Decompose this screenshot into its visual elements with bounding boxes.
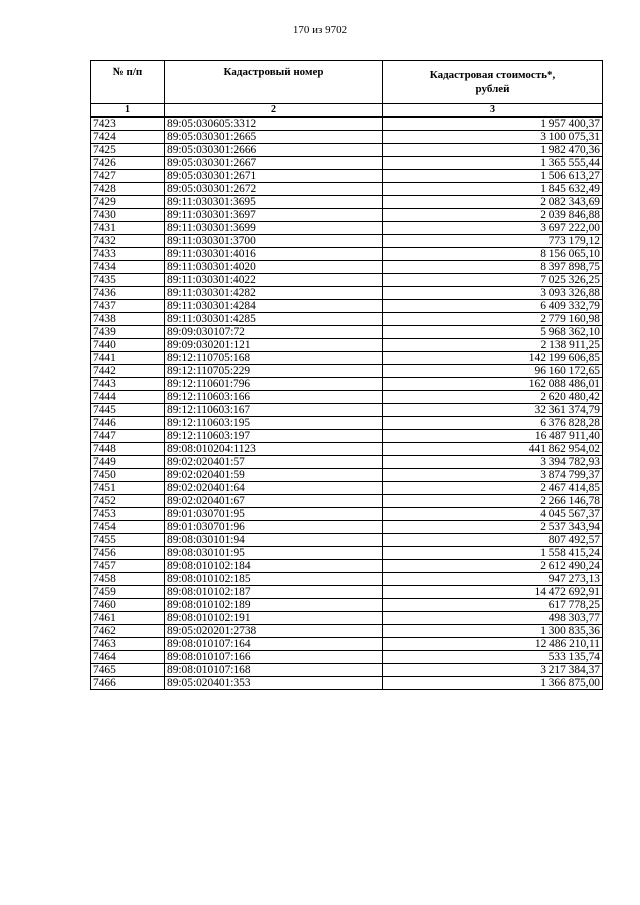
cadastral-value: 4 045 567,37	[383, 508, 603, 521]
cadastral-number: 89:05:030301:2665	[165, 131, 383, 144]
cadastral-number: 89:08:010102:191	[165, 612, 383, 625]
row-number: 7434	[91, 261, 165, 274]
row-number: 7447	[91, 430, 165, 443]
cadastral-value: 14 472 692,91	[383, 586, 603, 599]
table-row	[91, 430, 603, 443]
row-number: 7453	[91, 508, 165, 521]
row-number: 7426	[91, 157, 165, 170]
column-header-number: № п/п	[91, 61, 165, 104]
cadastral-value: 1 845 632,49	[383, 183, 603, 196]
row-number: 7463	[91, 638, 165, 651]
column-index: 1	[91, 104, 165, 118]
cadastral-value: 12 486 210,11	[383, 638, 603, 651]
table-row	[91, 638, 603, 651]
cadastral-value: 142 199 606,85	[383, 352, 603, 365]
table-header-row	[91, 61, 603, 104]
cadastral-value: 2 039 846,88	[383, 209, 603, 222]
row-number: 7452	[91, 495, 165, 508]
row-number: 7441	[91, 352, 165, 365]
cadastral-number: 89:02:020401:57	[165, 456, 383, 469]
cadastral-number: 89:05:030301:2672	[165, 183, 383, 196]
cadastral-value: 1 366 875,00	[383, 677, 603, 690]
table-row	[91, 586, 603, 599]
row-number: 7460	[91, 599, 165, 612]
table-row	[91, 235, 603, 248]
row-number: 7428	[91, 183, 165, 196]
row-number: 7443	[91, 378, 165, 391]
cadastral-value-table	[90, 60, 603, 690]
cadastral-value: 2 779 160,98	[383, 313, 603, 326]
cadastral-number: 89:08:010107:166	[165, 651, 383, 664]
cadastral-value: 2 620 480,42	[383, 391, 603, 404]
cadastral-number: 89:02:020401:67	[165, 495, 383, 508]
cadastral-value: 773 179,12	[383, 235, 603, 248]
cadastral-value: 3 093 326,88	[383, 287, 603, 300]
row-number: 7462	[91, 625, 165, 638]
row-number: 7444	[91, 391, 165, 404]
row-number: 7437	[91, 300, 165, 313]
cadastral-number: 89:08:010102:189	[165, 599, 383, 612]
row-number: 7446	[91, 417, 165, 430]
cadastral-value: 5 968 362,10	[383, 326, 603, 339]
cadastral-value: 8 397 898,75	[383, 261, 603, 274]
cadastral-value: 3 100 075,31	[383, 131, 603, 144]
cadastral-number: 89:08:010204:1123	[165, 443, 383, 456]
cadastral-value: 3 394 782,93	[383, 456, 603, 469]
cadastral-value: 16 487 911,40	[383, 430, 603, 443]
cadastral-number: 89:11:030301:4284	[165, 300, 383, 313]
row-number: 7435	[91, 274, 165, 287]
cadastral-number: 89:11:030301:3695	[165, 196, 383, 209]
cadastral-value: 3 874 799,37	[383, 469, 603, 482]
table-row	[91, 352, 603, 365]
cadastral-number: 89:08:010102:187	[165, 586, 383, 599]
table-row	[91, 117, 603, 131]
cadastral-number: 89:12:110603:166	[165, 391, 383, 404]
cadastral-value: 1 300 835,36	[383, 625, 603, 638]
cadastral-number: 89:05:030605:3312	[165, 117, 383, 131]
table-row	[91, 625, 603, 638]
table-row	[91, 534, 603, 547]
table-row	[91, 547, 603, 560]
cadastral-value: 3 217 384,37	[383, 664, 603, 677]
row-number: 7431	[91, 222, 165, 235]
row-number: 7456	[91, 547, 165, 560]
row-number: 7438	[91, 313, 165, 326]
cadastral-value: 7 025 326,25	[383, 274, 603, 287]
row-number: 7433	[91, 248, 165, 261]
column-header-value-line1: Кадастровая стоимость*,	[429, 69, 556, 81]
cadastral-value: 96 160 172,65	[383, 365, 603, 378]
cadastral-number: 89:08:010107:164	[165, 638, 383, 651]
table-row	[91, 222, 603, 235]
table-row	[91, 391, 603, 404]
table-row	[91, 521, 603, 534]
cadastral-number: 89:12:110603:195	[165, 417, 383, 430]
table-row	[91, 469, 603, 482]
row-number: 7425	[91, 144, 165, 157]
page-number: 170 из 9702	[292, 24, 348, 36]
row-number: 7466	[91, 677, 165, 690]
row-number: 7454	[91, 521, 165, 534]
cadastral-number: 89:12:110601:796	[165, 378, 383, 391]
cadastral-number: 89:11:030301:4016	[165, 248, 383, 261]
table-row	[91, 326, 603, 339]
cadastral-value: 2 467 414,85	[383, 482, 603, 495]
row-number: 7424	[91, 131, 165, 144]
cadastral-value: 533 135,74	[383, 651, 603, 664]
table-row	[91, 131, 603, 144]
cadastral-number: 89:05:030301:2671	[165, 170, 383, 183]
cadastral-value: 617 778,25	[383, 599, 603, 612]
cadastral-number: 89:05:020401:353	[165, 677, 383, 690]
row-number: 7436	[91, 287, 165, 300]
table-row	[91, 378, 603, 391]
row-number: 7430	[91, 209, 165, 222]
row-number: 7451	[91, 482, 165, 495]
cadastral-number: 89:08:010107:168	[165, 664, 383, 677]
cadastral-number: 89:08:010102:184	[165, 560, 383, 573]
table-row	[91, 417, 603, 430]
table-row	[91, 573, 603, 586]
table-row	[91, 209, 603, 222]
cadastral-number: 89:08:030101:94	[165, 534, 383, 547]
cadastral-number: 89:02:020401:64	[165, 482, 383, 495]
cadastral-value: 2 612 490,24	[383, 560, 603, 573]
cadastral-number: 89:11:030301:4020	[165, 261, 383, 274]
table-row	[91, 612, 603, 625]
cadastral-number: 89:12:110705:229	[165, 365, 383, 378]
cadastral-number: 89:11:030301:4282	[165, 287, 383, 300]
table-row	[91, 495, 603, 508]
row-number: 7429	[91, 196, 165, 209]
column-header-cadastral-number: Кадастровый номер	[165, 61, 383, 104]
table-row	[91, 599, 603, 612]
cadastral-number: 89:01:030701:95	[165, 508, 383, 521]
cadastral-number: 89:08:010102:185	[165, 573, 383, 586]
cadastral-value: 2 537 343,94	[383, 521, 603, 534]
column-header-value-line2: рублей	[475, 83, 510, 95]
row-number: 7455	[91, 534, 165, 547]
row-number: 7457	[91, 560, 165, 573]
cadastral-value: 947 273,13	[383, 573, 603, 586]
row-number: 7458	[91, 573, 165, 586]
row-number: 7439	[91, 326, 165, 339]
cadastral-value: 8 156 065,10	[383, 248, 603, 261]
table-row	[91, 287, 603, 300]
table-row	[91, 170, 603, 183]
cadastral-number: 89:02:020401:59	[165, 469, 383, 482]
column-index: 2	[165, 104, 383, 118]
table-row	[91, 300, 603, 313]
cadastral-value: 6 409 332,79	[383, 300, 603, 313]
table-row	[91, 482, 603, 495]
row-number: 7449	[91, 456, 165, 469]
row-number: 7440	[91, 339, 165, 352]
table-row	[91, 456, 603, 469]
row-number: 7461	[91, 612, 165, 625]
cadastral-value: 2 082 343,69	[383, 196, 603, 209]
cadastral-number: 89:09:030107:72	[165, 326, 383, 339]
table-row	[91, 183, 603, 196]
table-row	[91, 157, 603, 170]
cadastral-value: 1 506 613,27	[383, 170, 603, 183]
cadastral-value: 2 138 911,25	[383, 339, 603, 352]
cadastral-number: 89:11:030301:4022	[165, 274, 383, 287]
table-row	[91, 664, 603, 677]
row-number: 7448	[91, 443, 165, 456]
table-row	[91, 339, 603, 352]
row-number: 7450	[91, 469, 165, 482]
cadastral-number: 89:01:030701:96	[165, 521, 383, 534]
cadastral-number: 89:12:110705:168	[165, 352, 383, 365]
cadastral-number: 89:11:030301:3700	[165, 235, 383, 248]
cadastral-number: 89:08:030101:95	[165, 547, 383, 560]
cadastral-value: 441 862 954,02	[383, 443, 603, 456]
table-row	[91, 651, 603, 664]
cadastral-value: 807 492,57	[383, 534, 603, 547]
column-index-row	[91, 104, 603, 118]
cadastral-value: 3 697 222,00	[383, 222, 603, 235]
cadastral-number: 89:11:030301:4285	[165, 313, 383, 326]
cadastral-value: 2 266 146,78	[383, 495, 603, 508]
cadastral-value: 162 088 486,01	[383, 378, 603, 391]
table-row	[91, 508, 603, 521]
table-row	[91, 248, 603, 261]
cadastral-value: 32 361 374,79	[383, 404, 603, 417]
cadastral-value: 1 365 555,44	[383, 157, 603, 170]
table-row	[91, 144, 603, 157]
cadastral-value: 6 376 828,28	[383, 417, 603, 430]
row-number: 7442	[91, 365, 165, 378]
column-header-cadastral-value	[383, 61, 603, 104]
cadastral-number: 89:12:110603:167	[165, 404, 383, 417]
cadastral-value: 1 982 470,36	[383, 144, 603, 157]
row-number: 7427	[91, 170, 165, 183]
table-row	[91, 313, 603, 326]
row-number: 7445	[91, 404, 165, 417]
table-row	[91, 261, 603, 274]
cadastral-number: 89:05:030301:2667	[165, 157, 383, 170]
table-row	[91, 274, 603, 287]
cadastral-number: 89:05:020201:2738	[165, 625, 383, 638]
row-number: 7459	[91, 586, 165, 599]
row-number: 7464	[91, 651, 165, 664]
cadastral-number: 89:12:110603:197	[165, 430, 383, 443]
cadastral-number: 89:09:030201:121	[165, 339, 383, 352]
cadastral-number: 89:05:030301:2666	[165, 144, 383, 157]
row-number: 7432	[91, 235, 165, 248]
column-index: 3	[383, 104, 603, 118]
table-row	[91, 560, 603, 573]
table-row	[91, 443, 603, 456]
cadastral-value: 1 558 415,24	[383, 547, 603, 560]
table-row	[91, 677, 603, 690]
row-number: 7423	[91, 117, 165, 131]
table-row	[91, 196, 603, 209]
table-row	[91, 365, 603, 378]
cadastral-number: 89:11:030301:3697	[165, 209, 383, 222]
table-row	[91, 404, 603, 417]
cadastral-value: 1 957 400,37	[383, 117, 603, 131]
row-number: 7465	[91, 664, 165, 677]
cadastral-number: 89:11:030301:3699	[165, 222, 383, 235]
cadastral-value: 498 303,77	[383, 612, 603, 625]
